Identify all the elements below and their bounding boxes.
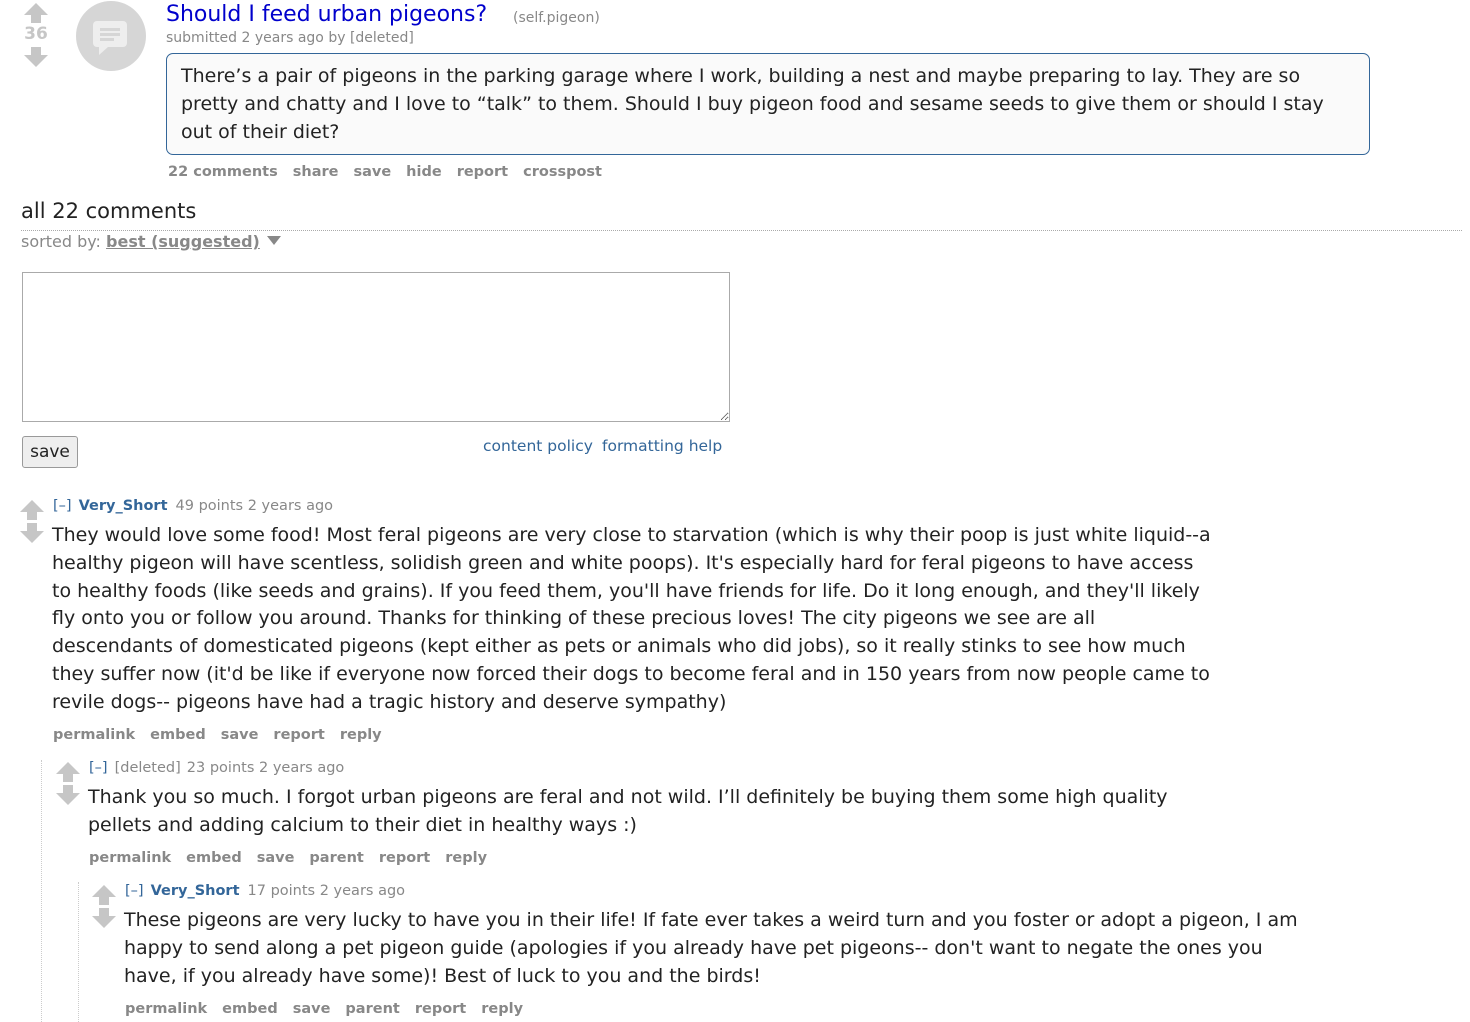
sorted-by-label: sorted by: xyxy=(21,232,101,251)
comment-tagline xyxy=(53,498,333,514)
permalink-button[interactable]: permalink xyxy=(53,727,136,743)
share-button[interactable]: share xyxy=(292,164,339,180)
content-policy-link[interactable]: content policy xyxy=(483,437,593,455)
post-downvote-arrow-icon[interactable] xyxy=(24,47,48,69)
comment-body: These pigeons are very lucky to have you in their life! If fate ever takes a weird turn and you foster or adopt a pigeon, I am happy to send along a pet pigeon guide (apologies if you already have pet pigeons-- don't want to negate the ones you have, if you already have some)! Best of luck to you and the birds! xyxy=(124,909,1298,987)
embed-button[interactable]: embed xyxy=(222,1001,278,1017)
text-post-icon xyxy=(93,21,127,47)
child-thread-line xyxy=(41,760,42,1022)
comment-author: [deleted] xyxy=(114,760,181,776)
comment-actions xyxy=(89,850,502,866)
report-button[interactable]: report xyxy=(273,727,325,743)
chevron-down-icon[interactable] xyxy=(267,236,281,245)
comment-time: 2 years ago xyxy=(319,883,406,899)
embed-button[interactable]: embed xyxy=(186,850,242,866)
formatting-help-link[interactable]: formatting help xyxy=(602,437,723,455)
hide-button[interactable]: hide xyxy=(406,164,442,180)
comment-downvote-arrow-icon[interactable] xyxy=(92,908,116,930)
collapse-toggle[interactable]: [–] xyxy=(53,498,72,514)
post-buttons xyxy=(168,164,617,180)
comment-points: 23 points xyxy=(186,760,255,776)
sort-dropdown-value[interactable]: best (suggested) xyxy=(106,232,260,251)
self-post-thumbnail[interactable] xyxy=(76,1,146,71)
post-tagline: submitted 2 years ago by [deleted] xyxy=(166,30,414,46)
comment-time: 2 years ago xyxy=(258,760,345,776)
comment-downvote-arrow-icon[interactable] xyxy=(56,785,80,807)
comment-actions xyxy=(125,1001,538,1017)
post-title-link[interactable]: Should I feed urban pigeons? xyxy=(166,2,488,27)
comment-actions xyxy=(53,727,397,743)
collapse-toggle[interactable]: [–] xyxy=(89,760,108,776)
parent-button[interactable]: parent xyxy=(309,850,364,866)
comment-upvote-arrow-icon[interactable] xyxy=(56,762,80,784)
comment-points: 17 points xyxy=(247,883,316,899)
comment-author[interactable]: Very_Short xyxy=(78,498,168,514)
comment-body: They would love some food! Most feral pigeons are very close to starvation (which is why their poop is just white liquid--a healthy pigeon will have scentless, solidish green and white poops). It's especially hard for feral pigeons to have access to healthy foods (like seeds and grains). If you feed them, you'll have friends for life. Do it long enough, and they'll likely fly onto you or follow you around. Thanks for thinking of these precious loves! The city pigeons we see are all descendants of domesticated pigeons (kept either as pets or animals who did jobs), so it really stinks to see how much they suffer now (it'd be like if everyone now forced their dogs to become feral and in 150 years from now people came to revile dogs-- pigeons have had a tragic history and deserve sympathy) xyxy=(52,524,1211,713)
reply-button[interactable]: reply xyxy=(481,1001,524,1017)
comment-author[interactable]: Very_Short xyxy=(150,883,240,899)
comment-tagline xyxy=(125,883,405,899)
comment-downvote-arrow-icon[interactable] xyxy=(20,523,44,545)
comment-upvote-arrow-icon[interactable] xyxy=(92,885,116,907)
child-thread-line xyxy=(78,882,79,1022)
post-score: 36 xyxy=(24,24,48,44)
comment-upvote-arrow-icon[interactable] xyxy=(20,500,44,522)
comment-reply-textarea[interactable] xyxy=(22,272,730,422)
comments-divider xyxy=(21,230,1462,231)
reply-button[interactable]: reply xyxy=(339,727,382,743)
save-button[interactable]: save xyxy=(256,850,295,866)
comment-tagline xyxy=(89,760,344,776)
comments-count-title: all 22 comments xyxy=(21,199,197,223)
post-selftext: There’s a pair of pigeons in the parking garage where I work, building a nest and maybe preparing to lay. They are so pretty and chatty and I love to “talk” to them. Should I buy pigeon food and sesame seeds to give them or should I stay out of their diet? xyxy=(166,53,1370,155)
collapse-toggle[interactable]: [–] xyxy=(125,883,144,899)
reply-button[interactable]: reply xyxy=(445,850,488,866)
embed-button[interactable]: embed xyxy=(150,727,206,743)
report-button[interactable]: report xyxy=(378,850,431,866)
save-comment-button[interactable]: save xyxy=(22,436,78,468)
save-button[interactable]: save xyxy=(292,1001,331,1017)
permalink-button[interactable]: permalink xyxy=(89,850,172,866)
comment-time: 2 years ago xyxy=(247,498,334,514)
report-button[interactable]: report xyxy=(414,1001,467,1017)
permalink-button[interactable]: permalink xyxy=(125,1001,208,1017)
parent-button[interactable]: parent xyxy=(345,1001,400,1017)
save-post-button[interactable]: save xyxy=(353,164,392,180)
post-domain[interactable]: (self.pigeon) xyxy=(513,10,600,26)
save-button[interactable]: save xyxy=(220,727,259,743)
report-button[interactable]: report xyxy=(456,164,509,180)
crosspost-button[interactable]: crosspost xyxy=(523,164,602,180)
comments-link[interactable]: 22 comments xyxy=(168,164,278,180)
sort-menu xyxy=(21,232,281,251)
comment-body: Thank you so much. I forgot urban pigeons are feral and not wild. I’ll definitely be buying them some high quality pellets and adding calcium to their diet in healthy ways :) xyxy=(88,786,1168,836)
comment-points: 49 points xyxy=(175,498,244,514)
post-upvote-arrow-icon[interactable] xyxy=(24,3,48,25)
